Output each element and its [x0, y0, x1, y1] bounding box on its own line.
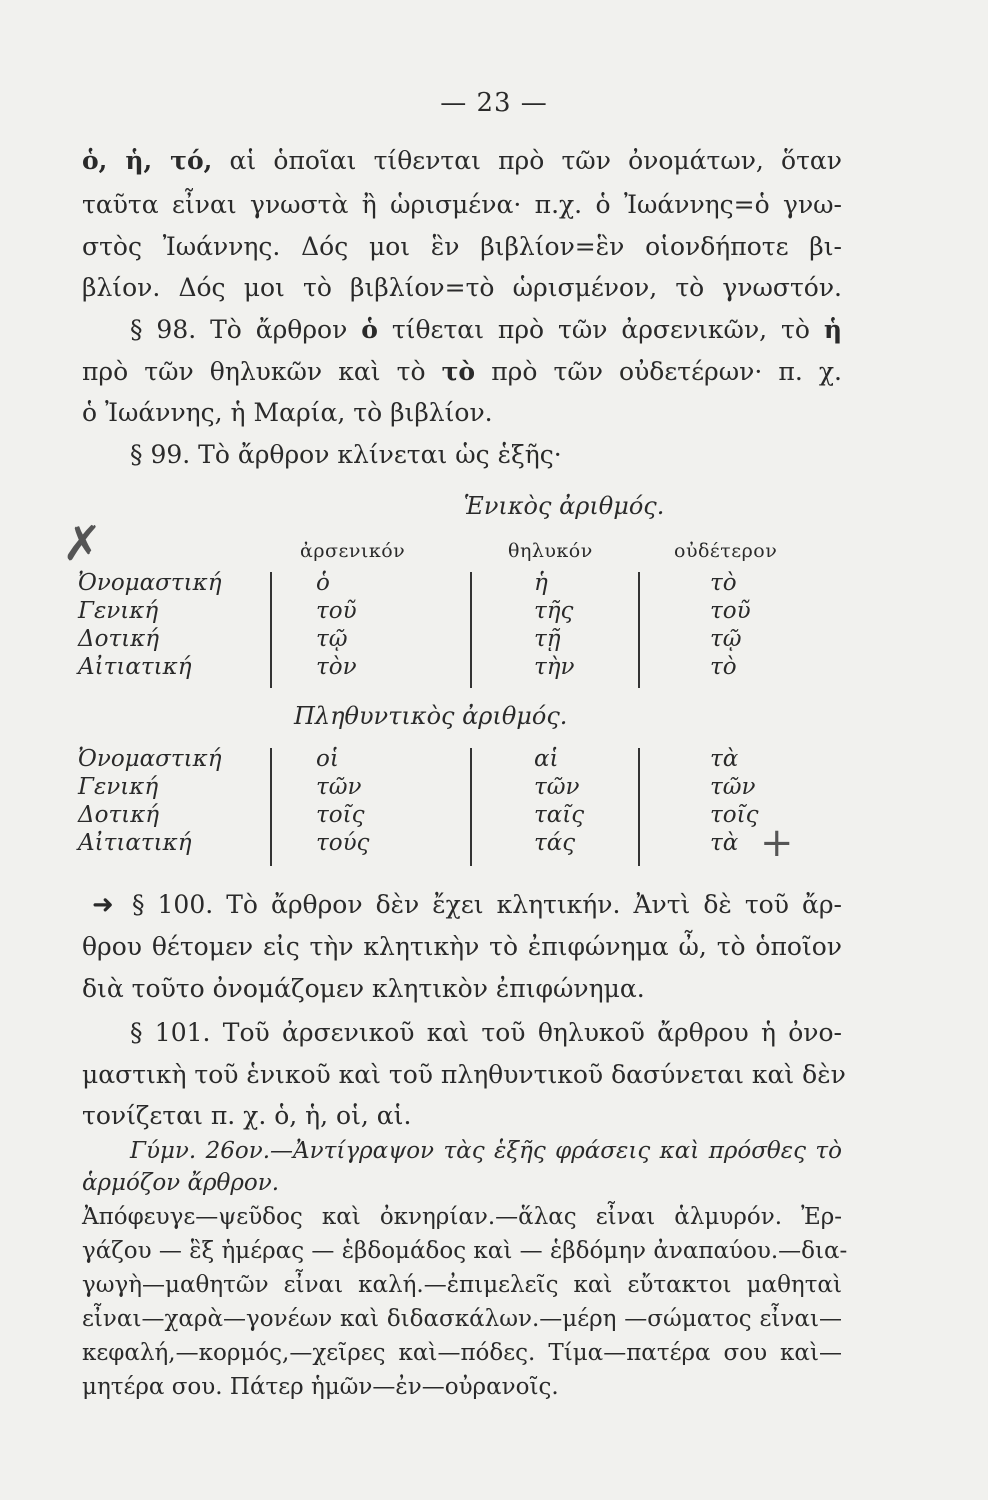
cell: τῶν: [710, 774, 756, 800]
plural-row-dative: [78, 802, 858, 832]
cell: τούς: [316, 830, 370, 856]
para98-bold-i: ἡ: [823, 315, 842, 344]
intro-line-1: [82, 144, 842, 178]
case-name: Ὀνομαστική: [78, 570, 222, 596]
col-header-neuter: οὐδέτερον: [674, 540, 778, 562]
singular-row-dative: [78, 626, 858, 656]
cell: τῶν: [534, 774, 580, 800]
para101-line-2: μαστικὴ τοῦ ἑνικοῦ καὶ τοῦ πληθυντικοῦ δασύνεται καὶ δὲν: [82, 1060, 846, 1089]
case-name: Γενική: [78, 774, 159, 800]
cell: τὸν: [316, 654, 357, 680]
para98-line-3: ὁ Ἰωάννης, ἡ Μαρία, τὸ βιβλίον.: [82, 398, 493, 427]
cell: τοῖς: [710, 802, 759, 828]
exercise-text-6: μητέρα σου. Πάτερ ἡμῶν—ἐν—οὐρανοῖς.: [82, 1374, 559, 1400]
cell: ἡ: [534, 570, 548, 596]
para100-line-3: διὰ τοῦτο ὀνομάζομεν κλητικὸν ἐπιφώνημα.: [82, 974, 645, 1003]
singular-heading: Ἑνικὸς ἀριθμός.: [463, 492, 665, 520]
exercise-text-2: γάζου — ἓξ ἡμέρας — ἑβδομάδος καὶ — ἑβδόμην ἀναπαύου.—δια-: [82, 1238, 848, 1264]
cell: τῷ: [710, 626, 742, 652]
intro-line-4: βλίον. Δός μοι τὸ βιβλίον=τὸ ὡρισμένον, τὸ γνωστόν.: [82, 273, 842, 302]
cell: ταῖς: [534, 802, 585, 828]
cell: τάς: [534, 830, 576, 856]
para98-line-1: [130, 313, 842, 347]
para98-l1b: τίθεται πρὸ τῶν ἀρσενικῶν, τὸ: [391, 315, 810, 344]
cell: τοῦ: [710, 598, 751, 624]
cell: ὁ: [316, 570, 330, 596]
intro-line-2: ταῦτα εἶναι γνωστὰ ἢ ὡρισμένα· π.χ. ὁ Ἰωάννης=ὁ γνω-: [82, 190, 842, 219]
cell: οἱ: [316, 746, 339, 772]
singular-row-accusative: [78, 654, 858, 684]
cell: τῷ: [316, 626, 348, 652]
para100-line-2: θρου θέτομεν εἰς τὴν κλητικὴν τὸ ἐπιφώνημα ὦ, τὸ ὁποῖον: [82, 932, 842, 961]
cell: τοῦ: [316, 598, 357, 624]
exercise-title-line-1: Γύμν. 26ον.—Ἀντίγραψον τὰς ἑξῆς φράσεις καὶ πρόσθες τὸ: [130, 1138, 842, 1164]
singular-row-nominative: [78, 570, 858, 600]
exercise-text-4: εἶναι—χαρὰ—γονέων καὶ διδασκάλων.—μέρη —σώματος εἶναι—: [82, 1306, 842, 1332]
cell: τῆς: [534, 598, 574, 624]
plural-row-accusative: [78, 830, 858, 860]
plural-row-nominative: [78, 746, 858, 776]
plural-row-genitive: [78, 774, 858, 804]
case-name: Αἰτιατική: [78, 654, 192, 680]
articles-bold: ὁ, ἡ, τό,: [82, 146, 213, 175]
para98-l2a: πρὸ τῶν θηλυκῶν καὶ τὸ: [82, 357, 426, 386]
exercise-text-1: Ἀπόφευγε—ψεῦδος καὶ ὀκνηρίαν.—ἅλας εἶναι ἁλμυρόν. Ἐρ-: [82, 1204, 842, 1230]
plural-heading: Πληθυντικὸς ἀριθμός.: [294, 702, 568, 730]
intro-line-3: στὸς Ἰωάννης. Δός μοι ἓν βιβλίον=ἓν οἱονδήποτε βι-: [82, 232, 842, 261]
cell: αἱ: [534, 746, 559, 772]
cell: τὰ: [710, 830, 739, 856]
exercise-title-line-2: ἁρμόζον ἄρθρον.: [82, 1170, 280, 1196]
para100-line-1: § 100. Τὸ ἄρθρον δὲν ἔχει κλητικήν. Ἀντὶ δὲ τοῦ ἄρ-: [132, 890, 842, 919]
case-name: Ὀνομαστική: [78, 746, 222, 772]
exercise-text-5: κεφαλή,—κορμός,—χεῖρες καὶ—πόδες. Τίμα—πατέρα σου καὶ—: [82, 1340, 842, 1366]
declension-table: [78, 540, 858, 870]
cell: τὸ: [710, 570, 737, 596]
cell: τοῖς: [316, 802, 365, 828]
page-number: — 23 —: [440, 88, 548, 118]
para98-bold-to: τὸ: [441, 357, 476, 386]
col-header-feminine: θηλυκόν: [508, 540, 593, 562]
para98-l1a: § 98. Τὸ ἄρθρον: [130, 315, 348, 344]
case-name: Δοτική: [78, 802, 160, 828]
cell: τὰ: [710, 746, 739, 772]
para101-line-1: § 101. Τοῦ ἀρσενικοῦ καὶ τοῦ θηλυκοῦ ἄρθρου ἡ ὀνο-: [130, 1018, 842, 1047]
handwritten-plus-mark: +: [760, 820, 794, 866]
case-name: Γενική: [78, 598, 159, 624]
case-name: Αἰτιατική: [78, 830, 192, 856]
case-name: Δοτική: [78, 626, 160, 652]
singular-row-genitive: [78, 598, 858, 628]
arrow-icon: ➜: [92, 890, 114, 920]
para98-l2b: πρὸ τῶν οὐδετέρων· π. χ.: [491, 357, 842, 386]
intro-line-1-text: αἱ ὁποῖαι τίθενται πρὸ τῶν ὀνομάτων, ὅταν: [212, 146, 842, 175]
cell: τῇ: [534, 626, 561, 652]
col-header-masculine: ἀρσενικόν: [300, 540, 406, 562]
cell: τῶν: [316, 774, 362, 800]
para99: § 99. Τὸ ἄρθρον κλίνεται ὡς ἑξῆς·: [130, 440, 562, 469]
handwritten-cross-mark: ✗: [62, 516, 103, 572]
exercise-text-3: γωγὴ—μαθητῶν εἶναι καλή.—ἐπιμελεῖς καὶ εὔτακτοι μαθηταὶ: [82, 1272, 842, 1298]
para98-line-2: [82, 355, 842, 389]
para101-line-3: τονίζεται π. χ. ὁ, ἡ, οἱ, αἱ.: [82, 1101, 412, 1130]
cell: τὴν: [534, 654, 575, 680]
cell: τὸ: [710, 654, 737, 680]
para98-bold-o: ὁ: [361, 315, 378, 344]
